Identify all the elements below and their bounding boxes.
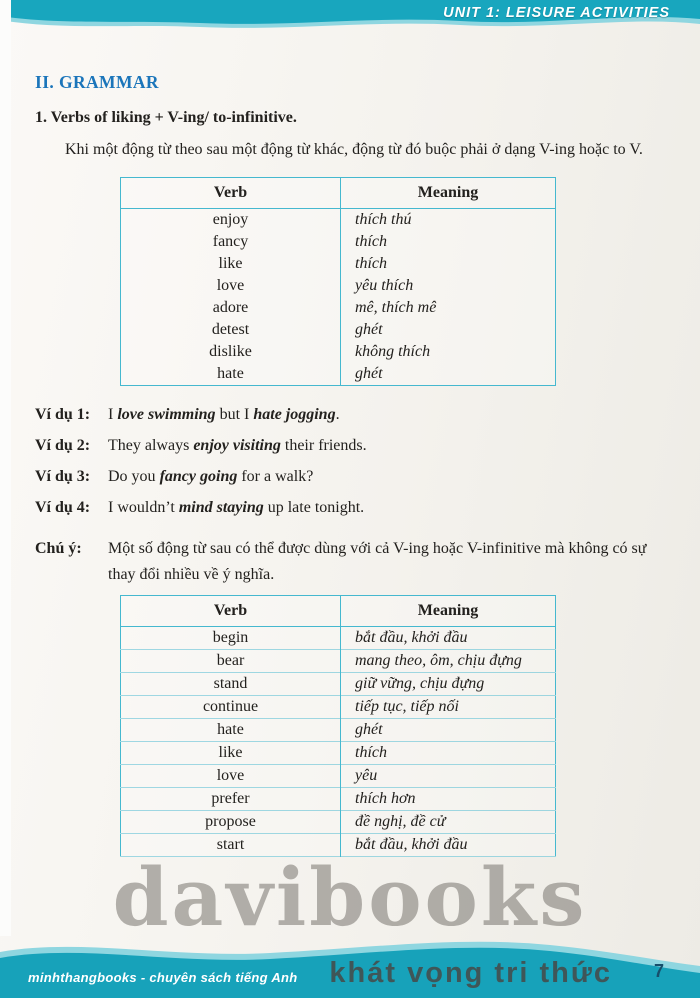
table-row [121,627,556,650]
meaning-cell: thích [341,742,556,765]
meaning-cell: thích [355,254,387,272]
example-row [35,434,665,458]
table-row [121,319,556,341]
subsection-heading: 1. Verbs of liking + V-ing/ to-infinitive. [35,109,297,126]
meaning-cell: thích thú [355,210,412,228]
verb-cell: continue [121,696,341,719]
table-row [121,788,556,811]
table-row [121,253,556,275]
verb-column-header: Verb [121,596,341,627]
verb-cell: propose [121,811,341,834]
table-row [121,275,556,297]
verb-column-header: Verb [121,177,341,208]
verb-cell: hate [121,363,341,386]
section-heading: II. GRAMMAR [35,72,159,92]
table-row [121,297,556,319]
table-row [121,742,556,765]
page-number: 7 [653,961,664,981]
meaning-cell: giữ vững, chịu đựng [341,673,556,696]
verb-cell: fancy [121,231,341,253]
table-row [121,696,556,719]
example-label: Ví dụ 3: [35,467,91,485]
table-row [121,811,556,834]
verb-cell: begin [121,627,341,650]
meaning-cell: ghét [341,719,556,742]
liking-verbs-table [120,177,556,386]
verb-cell: prefer [121,788,341,811]
table-row [121,231,556,253]
meaning-column-header: Meaning [341,596,556,627]
meaning-cell: bắt đầu, khởi đầu [341,834,556,857]
meaning-cell: không thích [355,342,431,360]
verb-cell: dislike [121,341,341,363]
table-row [121,673,556,696]
example-label: Ví dụ 2: [35,436,91,454]
meaning-cell: đề nghị, đề cử [341,811,556,834]
example-text: Do you fancy going for a walk? [108,467,314,485]
example-text: I love swimming but I hate jogging. [108,405,340,423]
example-label: Ví dụ 1: [35,405,91,423]
example-row [35,496,665,520]
verb-cell: stand [121,673,341,696]
verb-cell: love [121,275,341,297]
example-text: They always enjoy visiting their friends. [108,436,367,454]
note-row [35,536,665,587]
table-row [121,208,556,231]
meaning-cell: tiếp tục, tiếp nối [341,696,556,719]
watermark-davibooks: davibooks [112,850,588,944]
example-row [35,465,665,489]
verb-cell: like [121,742,341,765]
meaning-cell: ghét [355,364,383,382]
meaning-cell: mang theo, ôm, chịu đựng [341,650,556,673]
table-row [121,363,556,386]
footer-imprint: minhthangbooks - chuyên sách tiếng Anh [28,970,298,985]
table-header-row [121,177,556,208]
meaning-cell: thích [355,232,387,250]
note-label: Chú ý: [35,539,82,557]
examples-list [35,403,665,520]
meaning-cell: yêu [341,765,556,788]
meaning-column-header: Meaning [341,177,556,208]
table-row [121,719,556,742]
meaning-cell: yêu thích [355,276,414,294]
table-row [121,341,556,363]
meaning-cell: thích hơn [341,788,556,811]
verb-cell: bear [121,650,341,673]
intro-paragraph: Khi một động từ theo sau một động từ khác, động từ đó buộc phải ở dạng V-ing hoặc to V. [65,141,643,158]
dual-form-verbs-table [120,595,556,857]
meaning-cell: bắt đầu, khởi đầu [341,627,556,650]
table-row [121,765,556,788]
unit-title: UNIT 1: LEISURE ACTIVITIES [443,5,670,21]
table-row [121,650,556,673]
verb-cell: hate [121,719,341,742]
note-text: Một số động từ sau có thể được dùng với cả V-ing hoặc V-infinitive mà không có sự thay đổi nhiều về ý nghĩa. [108,539,647,583]
example-text: I wouldn’t mind staying up late tonight. [108,498,365,516]
meaning-cell: mê, thích mê [355,298,437,316]
verb-cell: adore [121,297,341,319]
table-header-row [121,596,556,627]
page-left-edge [0,0,11,936]
example-row [35,403,665,427]
verb-cell: love [121,765,341,788]
verb-cell: enjoy [121,208,341,231]
verb-cell: detest [121,319,341,341]
watermark-slogan: khát vọng tri thức [329,957,612,989]
verb-cell: start [121,834,341,857]
example-label: Ví dụ 4: [35,498,91,516]
meaning-cell: ghét [355,320,383,338]
verb-cell: like [121,253,341,275]
